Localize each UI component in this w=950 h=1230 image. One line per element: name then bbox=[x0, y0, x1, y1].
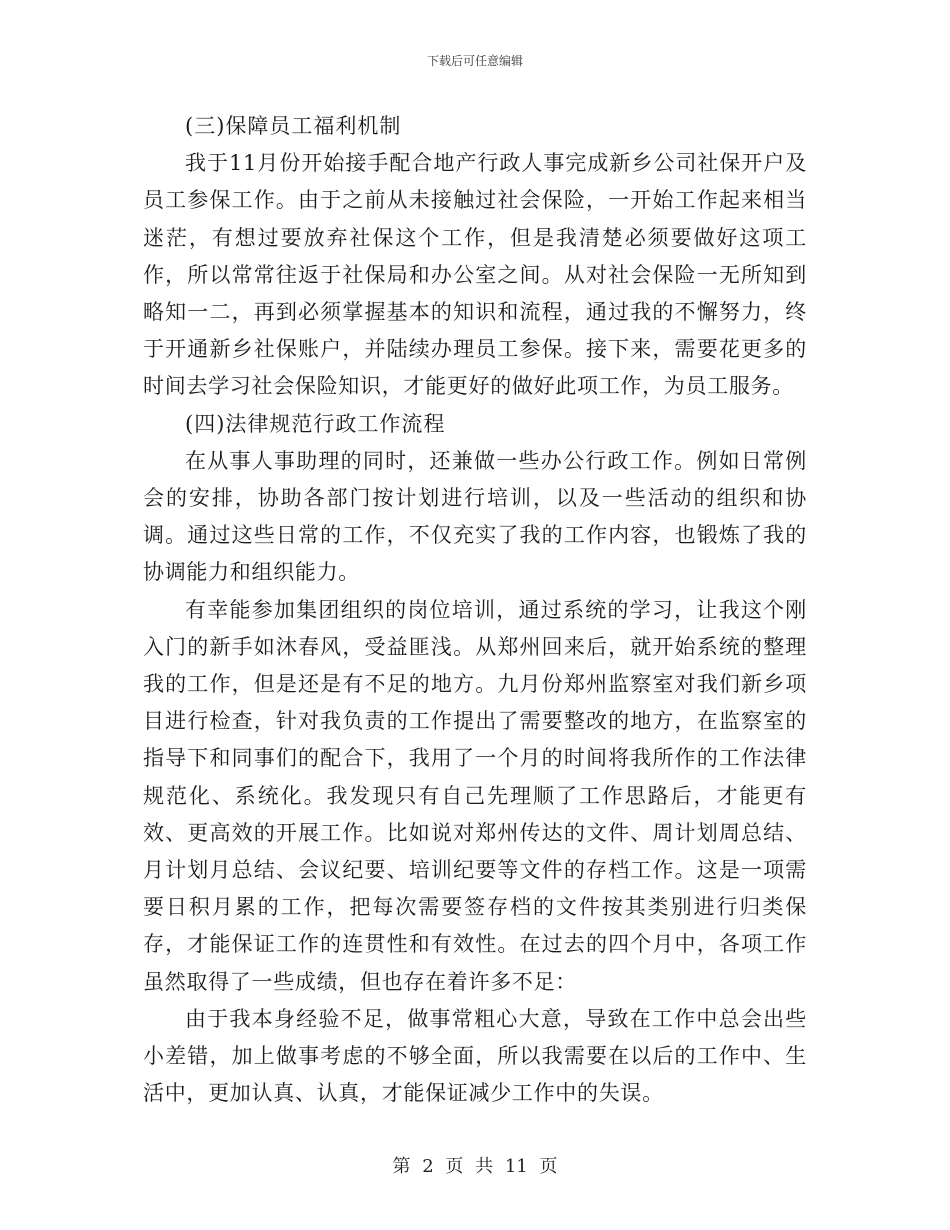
document-body bbox=[143, 108, 807, 1112]
section-heading-3: (三)保障员工福利机制 bbox=[185, 114, 402, 138]
paragraph-shortcomings: 由于我本身经验不足，做事常粗心大意，导致在工作中总会出些小差错，加上做事考虑的不够全面，所以我需要在以后的工作中、生活中，更加认真、认真，才能保证减少工作中的失误。 bbox=[143, 1006, 807, 1106]
paragraph-social-insurance: 我于11月份开始接手配合地产行政人事完成新乡公司社保开户及员工参保工作。由于之前从未接触过社会保险，一开始工作起来相当迷茫，有想过要放弃社保这个工作，但是我清楚必须要做好这项工作，所以常常往返于社保局和办公室之间。从对社会保险一无所知到略知一二，再到必须掌握基本的知识和流程，通过我的不懈努力，终于开通新乡社保账户，并陆续办理员工参保。接下来，需要花更多的时间去学习社会保险知识，才能更好的做好此项工作，为员工服务。 bbox=[143, 151, 807, 399]
page-number-footer: 第 2 页 共 11 页 bbox=[392, 1156, 558, 1177]
section-heading-4: (四)法律规范行政工作流程 bbox=[185, 411, 446, 436]
page-header-note: 下载后可任意编辑 bbox=[426, 54, 523, 68]
paragraph-admin-work: 在从事人事助理的同时，还兼做一些办公行政工作。例如日常例会的安排，协助各部门按计划进行培训，以及一些活动的组织和协调。通过这些日常的工作，不仅充实了我的工作内容，也锻炼了我的协调能力和组织能力。 bbox=[143, 448, 807, 585]
paragraph-training: 有幸能参加集团组织的岗位培训，通过系统的学习，让我这个刚入门的新手如沐春风，受益匪浅。从郑州回来后，就开始系统的整理我的工作，但是还是有不足的地方。九月份郑州监察室对我们新乡项目进行检查，针对我负责的工作提出了需要整改的地方，在监察室的指导下和同事们的配合下，我用了一个月的时间将我所作的工作法律规范化、系统化。我发现只有自己先理顺了工作思路后，才能更有效、更高效的开展工作。比如说对郑州传达的文件、周计划周总结、月计划月总结、会议纪要、培训纪要等文件的存档工作。这是一项需要日积月累的工作，把每次需要签存档的文件按其类别进行归类保存，才能保证工作的连贯性和有效性。在过去的四个月中，各项工作虽然取得了一些成绩，但也存在着许多不足： bbox=[143, 597, 807, 994]
